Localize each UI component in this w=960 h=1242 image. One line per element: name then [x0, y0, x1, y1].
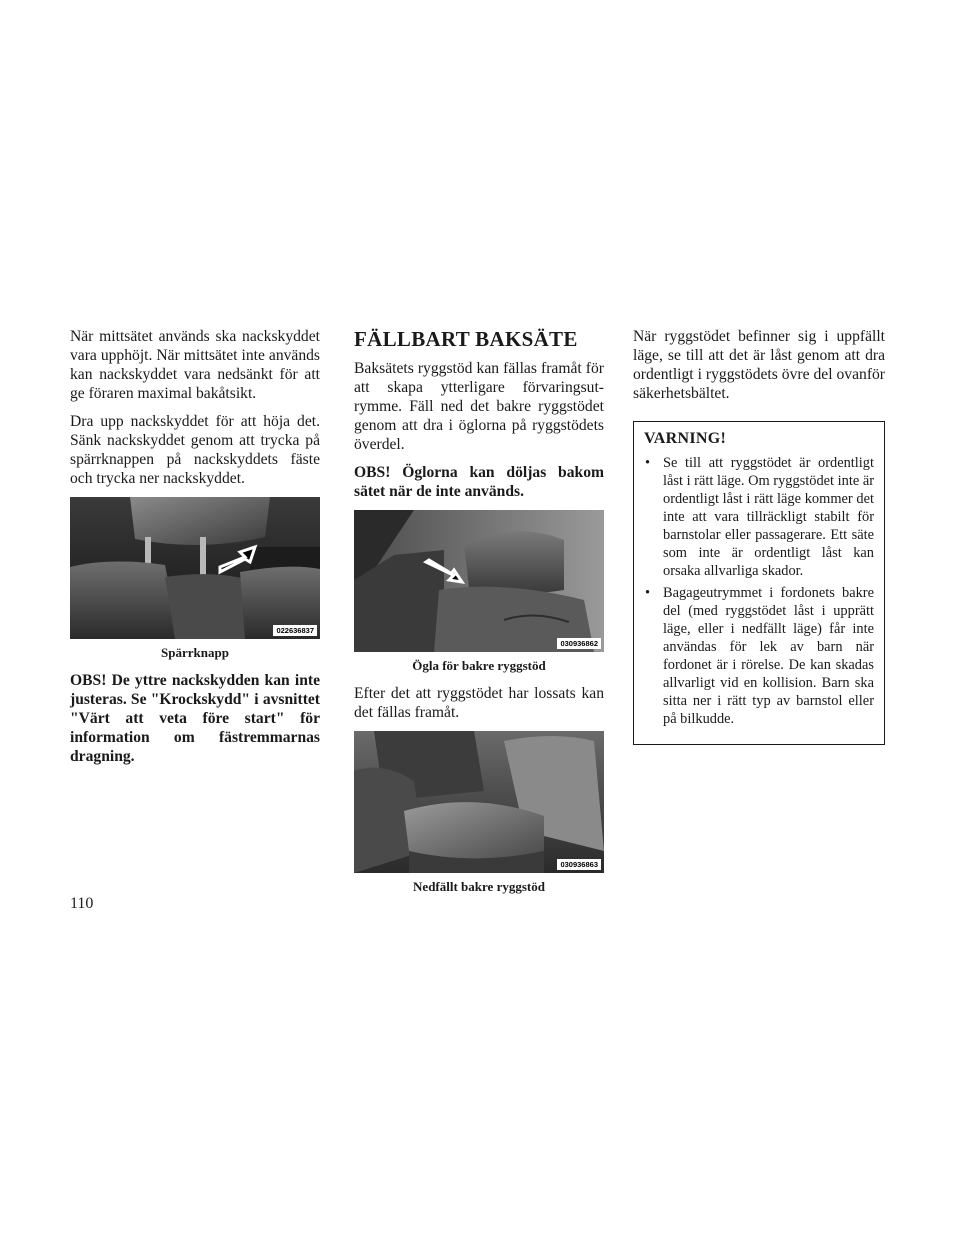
folded-seatback-illustration: [354, 731, 604, 873]
figure-caption: Ögla för bakre ryggstöd: [412, 658, 546, 673]
figure-caption: Nedfällt bakre ryggstöd: [413, 879, 545, 894]
paragraph-locked-upright: När ryggstödet befinner sig i uppfällt läge, se till att det är låst genom att dra ordentligt i ryggstödets övre del ovanför säkerhetsbältet.: [633, 328, 885, 402]
figure-code: 030936862: [557, 638, 601, 649]
bullet: •: [645, 455, 651, 471]
figure-seatback-loop: [354, 510, 604, 674]
paragraph-fold-forward: Baksätets ryggstöd kan fällas framåt för att skapa ytterligare förvaringsutrymme. Fäll ned det bakre ryggstödet genom att dra i öglorna på ryggstödets överdel.: [354, 360, 604, 453]
photo-folded-seatback: [354, 731, 604, 873]
warning-title: VARNING!: [644, 430, 727, 447]
figure-code: 022636837: [273, 625, 317, 636]
photo-headrest-lock-button: [70, 497, 320, 639]
bullet: •: [645, 585, 651, 601]
column-left: [70, 327, 320, 775]
warning-item-text: Se till att ryggstödet är ordentligt låst i rätt läge. Om ryggstödet inte är ordentligt låst i rätt läge kommer det inte att vara tillräckligt stabilt för barnstolar eller passagerare. Ett säte som inte är ordentligt låst kan orsaka allvarliga skador.: [663, 455, 875, 579]
column-middle: [354, 327, 604, 905]
paragraph-raise-headrest: Dra upp nackskyddet för att höja det. Sänk nackskyddet genom att trycka på spärrknappen på nackskyddets fäste och trycka ner nackskyddet.: [70, 413, 320, 487]
warning-box: [633, 421, 885, 745]
figure-caption: Spärrknapp: [161, 645, 229, 660]
paragraph-center-seat: När mittsätet används ska nackskyddet vara upphöjt. När mittsätet inte används kan nackskyddet vara nedsänkt för att ge föraren maximal bakåtsikt.: [70, 328, 320, 402]
warning-item-text: Bagageutrymmet i fordonets bakre del (med ryggstödet låst i upprätt läge, eller i nedfällt läge) får inte användas för lek av barn när fordonet är i rörelse. De kan skadas allvarligt vid en kollision. Barn ska sitta ner i rätt typ av barnstol eller på bilkudde.: [663, 585, 874, 727]
note-outer-headrests: OBS! De yttre nackskydden kan inte justeras. Se "Krockskydd" i avsnittet "Värt att veta före start" för information om fästremmarnas dragning.: [70, 672, 320, 765]
figure-code: 030936863: [557, 859, 601, 870]
note-loops-hidden: OBS! Öglorna kan döljas bakom sätet när de inte används.: [354, 464, 604, 500]
section-heading: FÄLLBART BAKSÄTE: [354, 327, 578, 351]
figure-folded-seatback: [354, 731, 604, 895]
figure-lock-button: [70, 497, 320, 661]
paragraph-fold-after-release: Efter det att ryggstödet har lossats kan det fällas framåt.: [354, 685, 604, 721]
warning-list: [644, 454, 874, 728]
page-number: 110: [70, 895, 94, 912]
seatback-loop-illustration: [354, 510, 604, 652]
column-right: [633, 327, 885, 745]
warning-item: [644, 454, 874, 580]
warning-item: [644, 584, 874, 728]
headrest-illustration: [70, 497, 320, 639]
photo-seatback-loop: [354, 510, 604, 652]
